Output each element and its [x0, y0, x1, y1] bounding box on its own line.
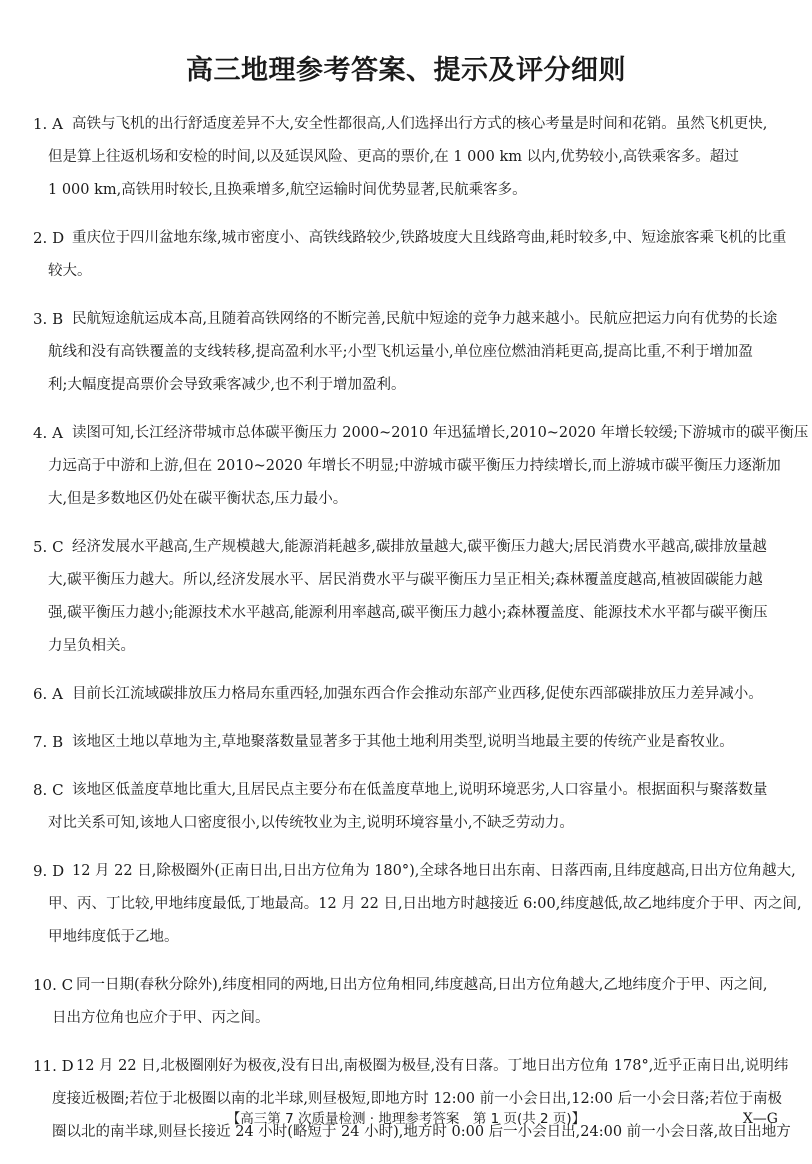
answer-text-line: 大,碳平衡压力越大。所以,经济发展水平、居民消费水平与碳平衡压力呈正相关;森林覆盖度越高,植被固碳能力越	[48, 572, 763, 588]
answer-item	[0, 855, 812, 954]
answer-text-line: 12 月 22 日,除极圈外(正南日出,日出方位角为 180°),全球各地日出东南、日落西南,且纬度越高,日出方位角越大,	[72, 863, 796, 879]
answer-number: 5. C	[33, 538, 64, 556]
answer-number: 11. D	[33, 1057, 74, 1075]
answer-text-line: 甲、丙、丁比较,甲地纬度最低,丁地最高。12 月 22 日,日出地方时越接近 6:00,纬度越低,故乙地纬度介于甲、丙之间,	[48, 896, 802, 912]
answer-text-line: 度接近极圈;若位于北极圈以南的北半球,则昼极短,即地方时 12:00 前一小会日出,12:00 后一小会日落;若位于南极	[52, 1091, 782, 1107]
answer-text-line: 甲地纬度低于乙地。	[48, 929, 179, 945]
answer-text-line: 力呈负相关。	[48, 638, 135, 654]
answer-item	[0, 222, 812, 288]
answer-text-line: 重庆位于四川盆地东缘,城市密度小、高铁线路较少,铁路坡度大且线路弯曲,耗时较多,中、短途旅客乘飞机的比重	[72, 230, 787, 246]
answer-text-line: 目前长江流域碳排放压力格局东重西轻,加强东西合作会推动东部产业西移,促使东西部碳排放压力差异减小。	[72, 686, 763, 702]
answer-text-line: 较大。	[48, 263, 92, 279]
answer-item	[0, 774, 812, 840]
footer-code: X—G	[742, 1111, 778, 1127]
answer-text-line: 对比关系可知,该地人口密度很小,以传统牧业为主,说明环境容量小,不缺乏劳动力。	[48, 815, 574, 831]
answer-text-line: 该地区土地以草地为主,草地聚落数量显著多于其他土地利用类型,说明当地最主要的传统产业是畜牧业。	[72, 734, 734, 750]
answer-item	[0, 417, 812, 516]
answer-text-line: 该地区低盖度草地比重大,且居民点主要分布在低盖度草地上,说明环境恶劣,人口容量小。根据面积与聚落数量	[72, 782, 768, 798]
answer-text-line: 12 月 22 日,北极圈刚好为极夜,没有日出,南极圈为极昼,没有日落。丁地日出方位角 178°,近乎正南日出,说明纬	[76, 1058, 789, 1074]
answer-number: 7. B	[33, 733, 64, 751]
answer-item	[0, 678, 812, 711]
answer-text-line: 圈以北的南半球,则昼长接近 24 小时(略短于 24 小时),地方时 0:00 后一小会日出,24:00 前一小会日落,故日出地方	[52, 1124, 791, 1140]
answer-text-line: 同一日期(春秋分除外),纬度相同的两地,日出方位角相同,纬度越高,日出方位角越大,乙地纬度介于甲、丙之间,	[76, 977, 768, 993]
answer-number: 8. C	[33, 781, 64, 799]
answer-text-line: 大,但是多数地区仍处在碳平衡状态,压力最小。	[48, 491, 348, 507]
answer-item	[0, 1050, 812, 1149]
answer-number: 2. D	[33, 229, 65, 247]
answer-list	[0, 108, 812, 1164]
answer-item	[0, 303, 812, 402]
answer-number: 6. A	[33, 685, 63, 703]
answer-item	[0, 969, 812, 1035]
answer-item	[0, 726, 812, 759]
answer-text-line: 1 000 km,高铁用时较长,且换乘增多,航空运输时间优势显著,民航乘客多。	[48, 182, 527, 198]
page-title: 高三地理参考答案、提示及评分细则	[186, 55, 626, 86]
answer-text-line: 航线和没有高铁覆盖的支线转移,提高盈利水平;小型飞机运量小,单位座位燃油消耗更高,提高比重,不利于增加盈	[48, 344, 753, 360]
answer-text-line: 读图可知,长江经济带城市总体碳平衡压力 2000~2010 年迅猛增长,2010~2020 年增长较缓;下游城市的碳平衡压	[72, 425, 809, 441]
answer-item	[0, 108, 812, 207]
answer-number: 9. D	[33, 862, 65, 880]
answer-number: 1. A	[33, 115, 63, 133]
answer-text-line: 日出方位角也应介于甲、丙之间。	[52, 1010, 270, 1026]
footer-page-info: 【高三第 7 次质量检测 · 地理参考答案 第 1 页(共 2 页)】	[226, 1111, 586, 1127]
answer-text-line: 利;大幅度提高票价会导致乘客减少,也不利于增加盈利。	[48, 377, 406, 393]
answer-number: 3. B	[33, 310, 64, 328]
answer-text-line: 民航短途航运成本高,且随着高铁网络的不断完善,民航中短途的竞争力越来越小。民航应把运力向有优势的长途	[72, 311, 778, 327]
answer-number: 4. A	[33, 424, 63, 442]
answer-text-line: 力远高于中游和上游,但在 2010~2020 年增长不明显;中游城市碳平衡压力持续增长,而上游城市碳平衡压力逐渐加	[48, 458, 781, 474]
answer-text-line: 但是算上往返机场和安检的时间,以及延误风险、更高的票价,在 1 000 km 以内,优势较小,高铁乘客多。超过	[48, 149, 739, 165]
answer-item	[0, 531, 812, 663]
page-footer	[0, 1108, 812, 1130]
answer-text-line: 经济发展水平越高,生产规模越大,能源消耗越多,碳排放量越大,碳平衡压力越大;居民消费水平越高,碳排放量越	[72, 539, 767, 555]
answer-text-line: 强,碳平衡压力越小;能源技术水平越高,能源利用率越高,碳平衡压力越小;森林覆盖度、能源技术水平都与碳平衡压	[48, 605, 768, 621]
answer-number: 10. C	[33, 976, 74, 994]
answer-text-line: 高铁与飞机的出行舒适度差异不大,安全性都很高,人们选择出行方式的核心考量是时间和花销。虽然飞机更快,	[72, 116, 768, 132]
